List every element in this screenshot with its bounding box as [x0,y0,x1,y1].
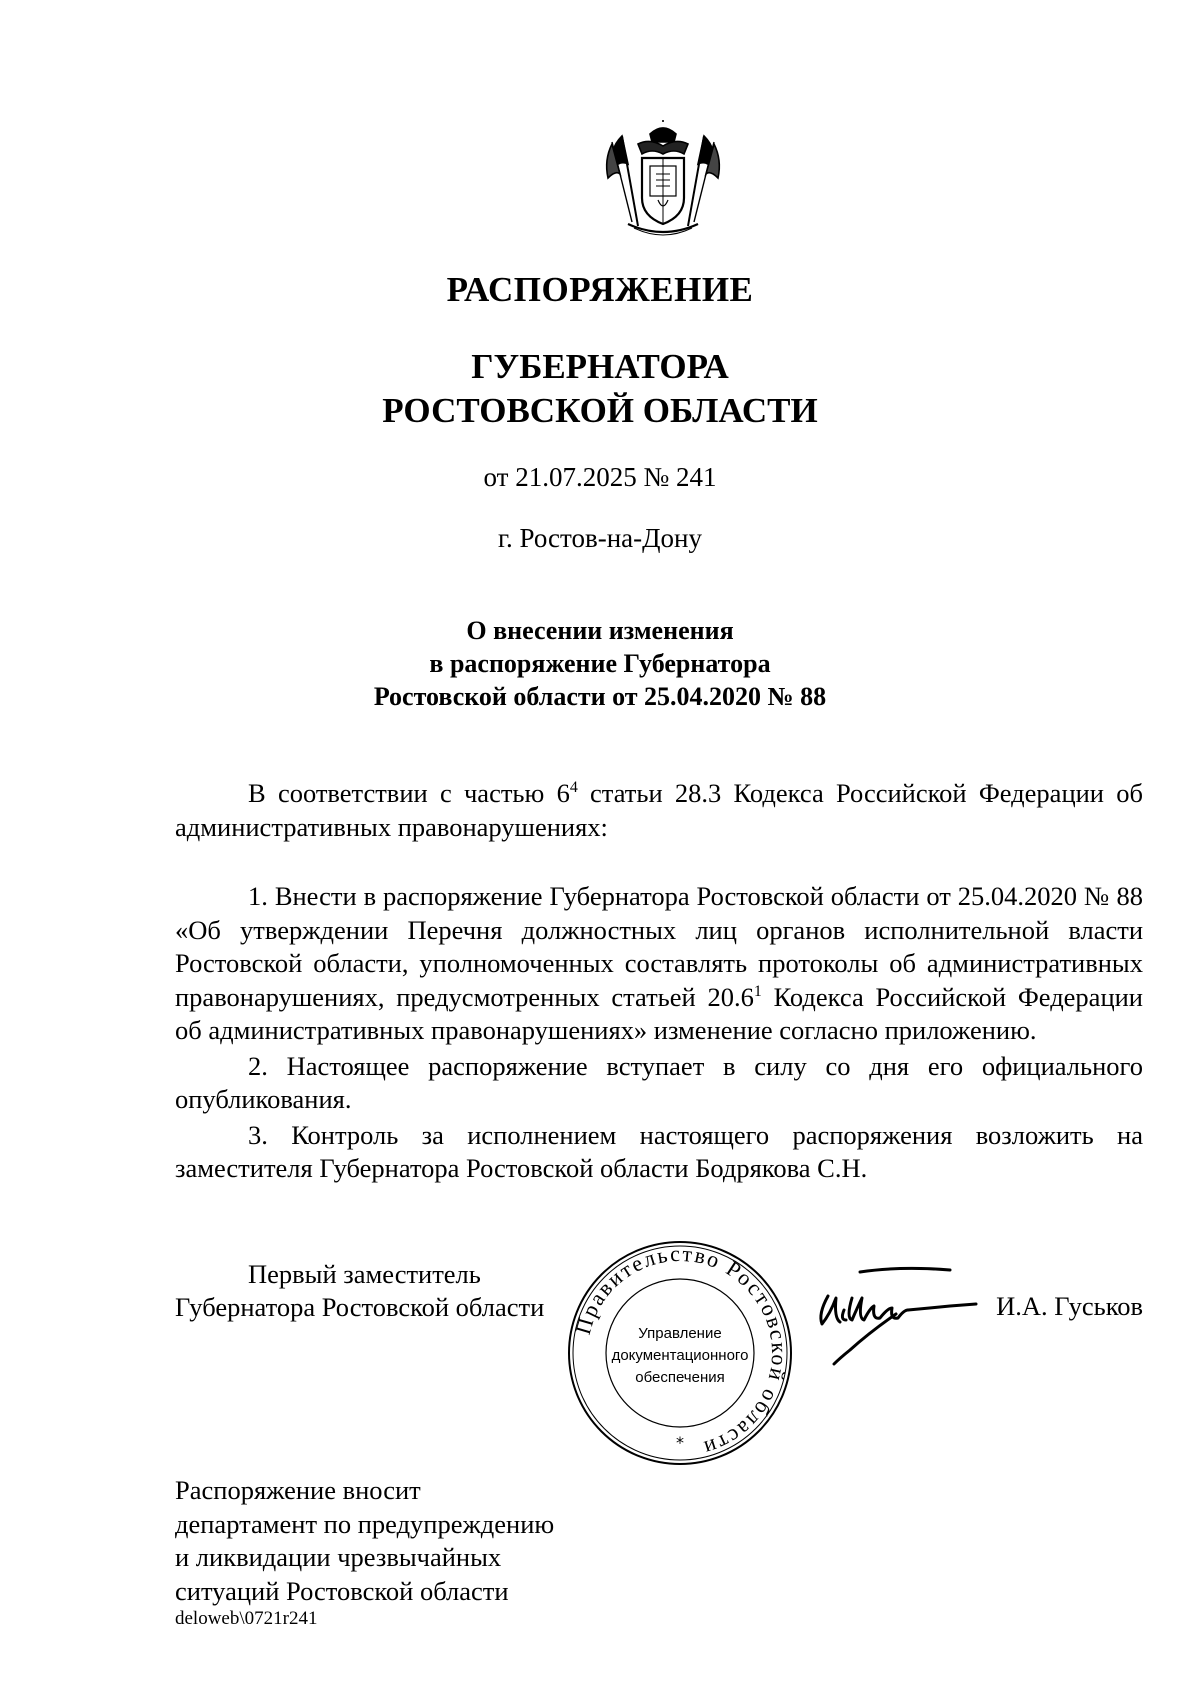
handwritten-signature-icon [800,1262,990,1372]
subject-line: в распоряжение Губернатора [429,649,771,678]
order-item-3: 3. Контроль за исполнением настоящего распоряжения возложить на заместителя Губернатора Ростовской области Бодрякова С.Н. [175,1119,1143,1183]
document-date-number: от 21.07.2025 № 241 [483,462,717,492]
item-text: Кодекса Российской Федерации об административных правонарушениях» изменение согласно приложению. [175,981,1143,1045]
superscript: 4 [569,779,578,797]
order-item-1 [175,880,1143,1048]
seal-inner-text: документационного [611,1347,749,1364]
order-item-2: 2. Настоящее распоряжение вступает в силу со дня его официального опубликования. [175,1050,1143,1114]
issuer-line: РОСТОВСКОЙ ОБЛАСТИ [382,391,818,430]
submitter-line: и ликвидации чрезвычайных [175,1542,502,1572]
superscript: 1 [753,982,762,1000]
preamble [175,777,1143,844]
signer-position-line: Губернатора Ростовской области [175,1292,545,1322]
submitter-line: ситуаций Ростовской области [175,1575,509,1606]
signer-name: И.А. Гуськов [996,1291,1143,1321]
signer-position [175,1258,544,1324]
file-code: deloweb\0721r241 [175,1608,318,1629]
document-type-title: РАСПОРЯЖЕНИЕ [446,270,754,309]
document-subject [0,614,1200,713]
seal-inner-text: обеспечения [635,1369,725,1386]
round-seal-icon [565,1238,795,1468]
document-place: г. Ростов-на-Дону [497,523,702,553]
seal-star: * [676,1433,684,1452]
submitter-note [175,1474,554,1608]
preamble-text: статьи 28.3 Кодекса Российской Федерации об административных правонарушениях: [175,778,1143,842]
item-text: 1. Внести в распоряжение Губернатора Ростовской области от 25.04.2020 № 88 «Об утверждении Перечня должностных лиц органов исполнительной власти Ростовской области, уполномоченных составлять протоколы об административных правонарушениях, предусмотренных статьей 20.6 [175,881,1143,1012]
preamble-paragraph [175,777,1143,844]
signer-position-line: Первый заместитель [248,1259,481,1289]
rostov-oblast-coat-of-arms-icon [598,120,728,240]
issuer-title [0,345,1200,433]
issuer-line: ГУБЕРНАТОРА [471,347,729,386]
seal-inner-text: Управление [638,1325,722,1342]
submitter-line: Распоряжение вносит [175,1475,421,1505]
order-items [175,880,1143,1186]
subject-line: Ростовской области от 25.04.2020 № 88 [373,682,827,711]
preamble-text: В соответствии с частью 6 [248,778,570,808]
subject-line: О внесении изменения [466,616,734,645]
seal-outer-text: Правительство Ростовской области [569,1240,793,1462]
submitter-line: департамент по предупреждению [175,1508,555,1539]
